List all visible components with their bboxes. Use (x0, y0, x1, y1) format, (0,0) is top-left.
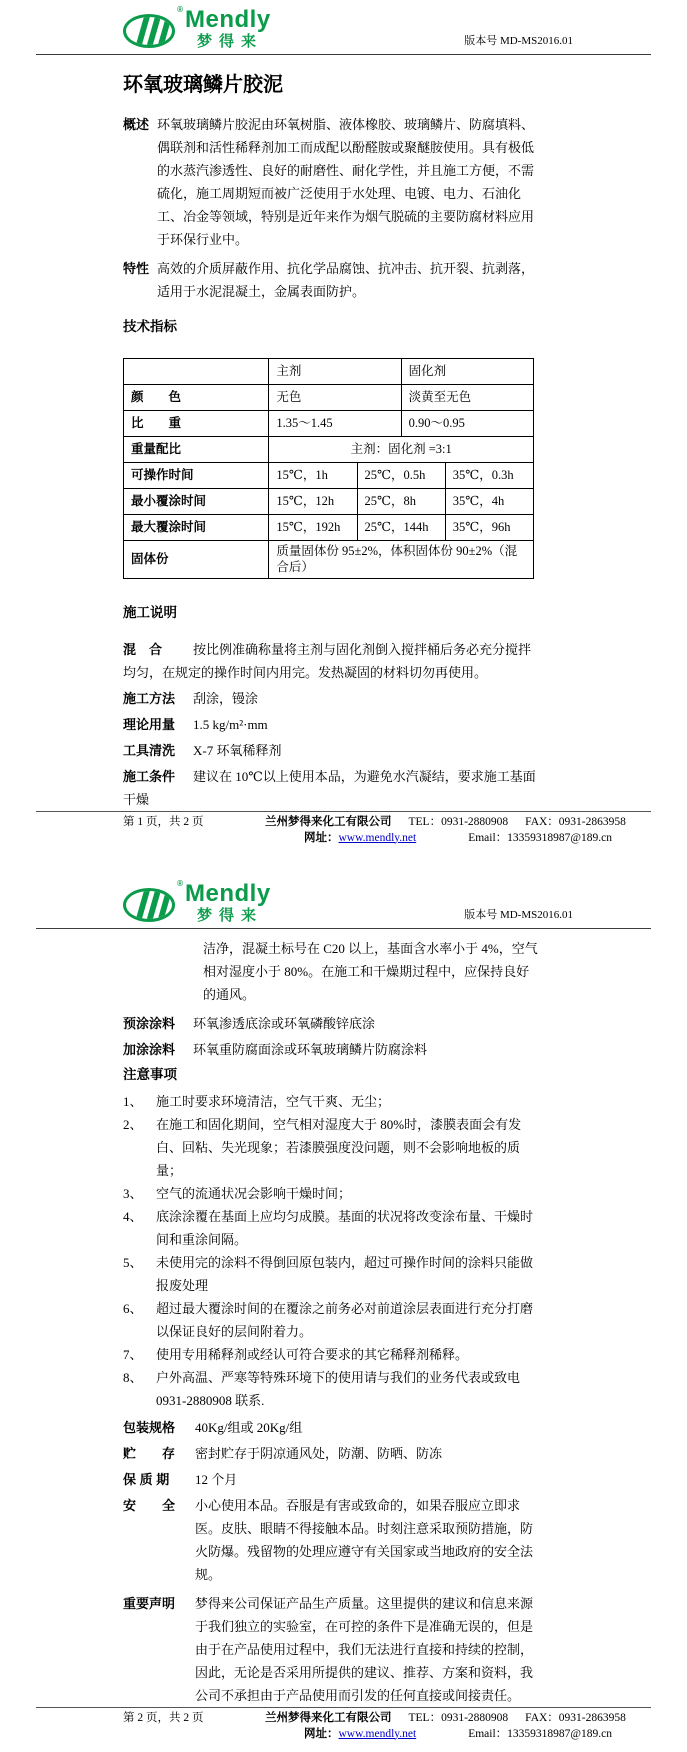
table-row-max-recoat (124, 515, 534, 541)
cell-value: 0.90～0.95 (401, 411, 533, 437)
brand-logo (121, 5, 271, 50)
col-header-main-agent: 主剂 (269, 359, 401, 385)
cell-value: 25℃，144h (357, 515, 445, 541)
safety-row (123, 1494, 541, 1586)
condition-row (123, 765, 541, 811)
precoat-text: 环氧渗透底涂或环氧磷酸锌底涂 (193, 1015, 376, 1031)
page-1-content (123, 55, 541, 811)
construction-heading: 施工说明 (123, 604, 177, 620)
features-text: 高效的介质屏蔽作用、抗化学品腐蚀、抗冲击、抗开裂、抗剥落，适用于水泥混凝土，金属表面防护。 (157, 261, 535, 299)
precoat-row (123, 1012, 541, 1035)
method-label: 施工方法 (123, 690, 176, 706)
note-text: 未使用完的涂料不得倒回原包装内，超过可操作时间的涂料只能做报废处理 (156, 1254, 534, 1293)
table-row-solids (124, 541, 534, 579)
page-1-footer (36, 811, 651, 846)
note-item (123, 1251, 541, 1297)
company-tel: TEL：0931-2880908 (408, 815, 509, 828)
features-label: 特性 (123, 261, 150, 276)
safety-text: 小心使用本品。吞服是有害或致命的，如果吞服应立即求医。皮肤、眼睛不得接触本品。时刻注意采取预防措施，防火防爆。残留物的处理应遵守有关国家或当地政府的安全法规。 (195, 1497, 534, 1582)
table-corner-cell (124, 359, 269, 385)
note-text: 空气的流通状况会影响干燥时间； (156, 1185, 352, 1201)
email-value: 13359318987@189.cn (507, 1727, 612, 1740)
statement-text: 梦得来公司保证产品生产质量。这里提供的建议和信息来源于我们独立的实验室，在可控的条件下是准确无误的，但是由于在产品使用过程中，我们无法进行直接和持续的控制，因此，无论是否采用所提供的建议、推荐、方案和资料，我公司不承担由于产品使用而引发的任何直接或间接责任。 (195, 1595, 534, 1703)
table-row-min-recoat (124, 489, 534, 515)
note-number: 4、 (123, 1208, 143, 1224)
note-text: 施工时要求环境清洁，空气干爽、无尘； (156, 1093, 391, 1109)
cell-value: 35℃，0.3h (445, 463, 533, 489)
company-info (265, 815, 651, 846)
note-item (123, 1205, 541, 1251)
row-label: 比 重 (124, 411, 269, 437)
table-row-mix-ratio (124, 437, 534, 463)
notes-heading: 注意事项 (123, 1066, 177, 1082)
email-label: Email： (468, 1727, 508, 1740)
page-number: 第 2 页，共 2 页 (123, 1711, 204, 1724)
row-label: 可操作时间 (124, 463, 269, 489)
packing-text: 40Kg/组或 20Kg/组 (195, 1419, 303, 1435)
overview-label: 概述 (123, 117, 150, 132)
dosage-row (123, 713, 541, 736)
page-header (121, 5, 573, 50)
shelf-life-row (123, 1468, 541, 1491)
storage-text: 密封贮存于阴凉通风处，防潮、防晒、防冻 (195, 1445, 443, 1461)
cleaning-text: X-7 环氧稀释剂 (193, 742, 282, 758)
table-row-pot-life (124, 463, 534, 489)
website-link[interactable]: www.mendly.net (338, 831, 417, 844)
website-label: 网址： (303, 831, 339, 844)
note-item (123, 1113, 541, 1182)
topcoat-label: 加涂涂料 (123, 1041, 176, 1057)
statement-row (123, 1592, 541, 1707)
version-label: 版本号 MD-MS2016.01 (464, 908, 573, 921)
storage-row (123, 1442, 541, 1465)
cell-value: 无色 (269, 385, 401, 411)
overview-text: 环氧玻璃鳞片胶泥由环氧树脂、液体橡胶、玻璃鳞片、防腐填料、偶联剂和活性稀释剂加工而成配以酚醛胺或聚醚胺使用。具有极低的水蒸汽渗透性、良好的耐磨性、耐化学性，并且施工方便，不需硫化，施工周期短而被广泛使用于水处理、电镀、电力、石油化工、冶金等领域，特别是近年来作为烟气脱硫的主要防腐材料应用于环保行业中。 (157, 117, 535, 247)
brand-name-cn: 梦得来 (197, 906, 264, 924)
footer-divider (36, 1707, 651, 1708)
company-fax: FAX：0931-2863958 (525, 1711, 626, 1724)
shelf-life-text: 12 个月 (195, 1471, 238, 1487)
document-title: 环氧玻璃鳞片胶泥 (123, 74, 283, 96)
note-item (123, 1366, 541, 1412)
statement-label: 重要声明 (123, 1595, 176, 1611)
table-row-color (124, 385, 534, 411)
cell-value: 25℃，0.5h (357, 463, 445, 489)
note-number: 3、 (123, 1185, 143, 1201)
overview-section (123, 113, 541, 251)
features-section (123, 257, 541, 303)
row-label: 最大覆涂时间 (124, 515, 269, 541)
row-label: 重量配比 (124, 437, 269, 463)
method-text: 刮涂，镘涂 (193, 690, 259, 706)
cleaning-row (123, 739, 541, 762)
cell-value: 15℃，1h (269, 463, 357, 489)
website-link[interactable]: www.mendly.net (338, 1727, 417, 1740)
topcoat-row (123, 1038, 541, 1061)
cell-value: 15℃，192h (269, 515, 357, 541)
version-label: 版本号 MD-MS2016.01 (464, 35, 573, 47)
note-item (123, 1297, 541, 1343)
note-text: 底涂涂覆在基面上应均匀成膜。基面的状况将改变涂布量、干燥时间和重涂间隔。 (156, 1208, 534, 1247)
company-name: 兰州梦得来化工有限公司 (265, 815, 392, 828)
footer-divider (36, 811, 651, 812)
cell-value: 15℃，12h (269, 489, 357, 515)
page-number: 第 1 页，共 2 页 (123, 815, 204, 828)
packing-label: 包装规格 (123, 1419, 176, 1435)
mendly-logo-icon (121, 5, 183, 50)
page-header (121, 878, 573, 924)
registered-trademark: ® (177, 5, 183, 14)
website-label: 网址： (303, 1727, 339, 1740)
condition-text: 建议在 10℃以上使用本品，为避免水汽凝结，要求施工基面干燥 (123, 768, 536, 807)
brand-logo (121, 878, 271, 924)
cell-value: 淡黄至无色 (401, 385, 533, 411)
condition-continued-text: 洁净，混凝土标号在 C20 以上，基面含水率小于 4%，空气相对湿度小于 80%。在施工和干燥期过程中，应保持良好的通风。 (203, 940, 538, 1002)
mixing-paragraph (123, 638, 541, 684)
storage-label: 贮 存 (123, 1445, 176, 1461)
note-number: 5、 (123, 1254, 143, 1270)
note-number: 2、 (123, 1116, 143, 1132)
note-number: 8、 (123, 1369, 143, 1385)
brand-words (185, 879, 271, 924)
page-1 (0, 0, 687, 856)
cleaning-label: 工具清洗 (123, 742, 176, 758)
tech-indicators-heading: 技术指标 (123, 319, 177, 334)
table-row-specific-gravity (124, 411, 534, 437)
email-row (468, 831, 612, 846)
note-number: 1、 (123, 1093, 143, 1109)
page-2 (0, 856, 687, 1752)
mixing-text: 按比例准确称量将主剂与固化剂倒入搅拌桶后务必充分搅拌均匀，在规定的操作时间内用完。发热凝固的材料切勿再使用。 (123, 641, 532, 680)
dosage-text: 1.5 kg/m²·mm (193, 716, 268, 732)
row-label: 最小覆涂时间 (124, 489, 269, 515)
method-row (123, 687, 541, 710)
company-name: 兰州梦得来化工有限公司 (265, 1711, 392, 1724)
table-row-header (124, 359, 534, 385)
tech-indicators-table (123, 358, 534, 579)
brand-name-cn: 梦得来 (197, 33, 264, 50)
mixing-label: 混 合 (123, 641, 163, 657)
note-text: 在施工和固化期间，空气相对湿度大于 80%时，漆膜表面会有发白、回粘、失光现象；若漆膜强度没问题，则不会影响地板的质量； (156, 1116, 522, 1178)
note-text: 使用专用稀释剂或经认可符合要求的其它稀释剂稀释。 (156, 1346, 469, 1362)
safety-label: 安 全 (123, 1497, 176, 1513)
company-info (265, 1711, 651, 1742)
registered-trademark: ® (177, 878, 183, 888)
note-item (123, 1182, 541, 1205)
condition-label: 施工条件 (123, 768, 176, 784)
note-item (123, 1343, 541, 1366)
shelf-life-label: 保 质 期 (123, 1471, 170, 1487)
row-label: 颜 色 (124, 385, 269, 411)
website-row (304, 831, 416, 846)
topcoat-text: 环氧重防腐面涂或环氧玻璃鳞片防腐涂料 (193, 1041, 428, 1057)
cell-value: 质量固体份 95±2%，体积固体份 90±2%（混合后） (269, 541, 534, 579)
brand-name-en: Mendly (185, 879, 271, 907)
note-text: 户外高温、严寒等特殊环境下的使用请与我们的业务代表或致电 0931-2880908 联系. (156, 1369, 521, 1408)
company-fax: FAX：0931-2863958 (525, 815, 626, 828)
cell-value: 25℃，8h (357, 489, 445, 515)
note-number: 7、 (123, 1346, 143, 1362)
note-text: 超过最大覆涂时间的在覆涂之前务必对前道涂层表面进行充分打磨以保证良好的层间附着力。 (156, 1300, 534, 1339)
email-row (468, 1727, 612, 1742)
precoat-label: 预涂涂料 (123, 1015, 176, 1031)
dosage-label: 理论用量 (123, 716, 176, 732)
note-item (123, 1090, 541, 1113)
row-label: 固体份 (124, 541, 269, 579)
email-value: 13359318987@189.cn (507, 831, 612, 844)
email-label: Email： (468, 831, 508, 844)
page-2-content (123, 929, 541, 1707)
cell-value: 1.35～1.45 (269, 411, 401, 437)
note-number: 6、 (123, 1300, 143, 1316)
website-row (304, 1727, 416, 1742)
cell-value: 主剂：固化剂 =3:1 (269, 437, 534, 463)
col-header-curing-agent: 固化剂 (401, 359, 533, 385)
company-tel: TEL：0931-2880908 (408, 1711, 509, 1724)
cell-value: 35℃，4h (445, 489, 533, 515)
cell-value: 35℃，96h (445, 515, 533, 541)
brand-words (185, 8, 271, 49)
mendly-logo-icon (121, 878, 183, 924)
packing-row (123, 1416, 541, 1439)
page-2-footer (36, 1707, 651, 1742)
brand-name-en: Mendly (185, 6, 271, 33)
